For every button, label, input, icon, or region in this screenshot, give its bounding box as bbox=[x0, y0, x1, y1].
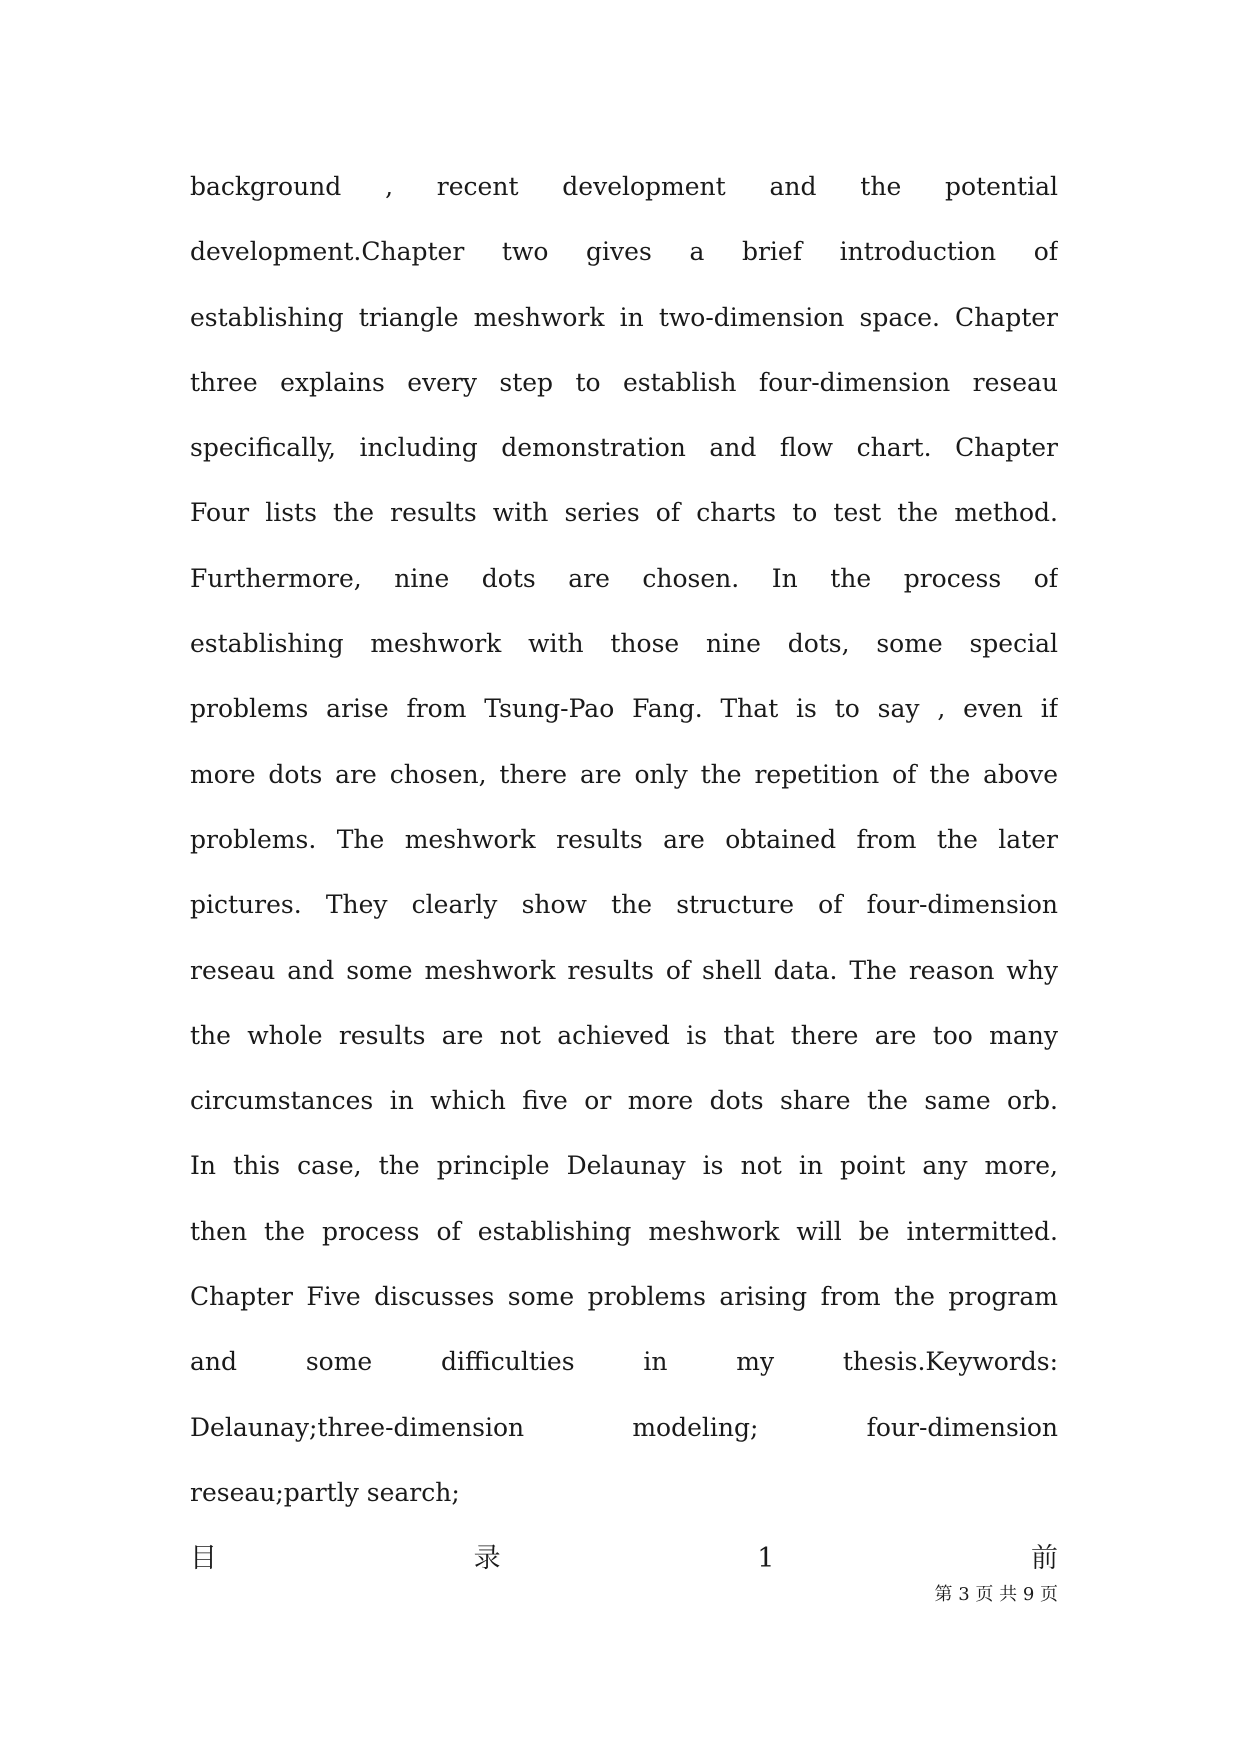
toc-char: 1 bbox=[757, 1543, 775, 1574]
text-line: then the process of establishing meshwork will be intermitted. bbox=[190, 1216, 1058, 1246]
text-line: Chapter Five discusses some problems arising from the program bbox=[190, 1282, 1058, 1312]
text-line: pictures. They clearly show the structure of four-dimension bbox=[190, 890, 1058, 920]
toc-char: 目 bbox=[190, 1543, 217, 1574]
toc-char: 前 bbox=[1030, 1543, 1058, 1574]
text-line: problems arise from Tsung-Pao Fang. That is to say , even if bbox=[190, 694, 1058, 724]
toc-char: 录 bbox=[473, 1543, 501, 1574]
text-line: problems. The meshwork results are obtained from the later bbox=[190, 824, 1058, 854]
text-line: development.Chapter two gives a brief introduction of bbox=[190, 237, 1058, 267]
text-line: Furthermore, nine dots are chosen. In the process of bbox=[190, 563, 1058, 593]
text-line: reseau and some meshwork results of shell data. The reason why bbox=[190, 955, 1058, 985]
text-line: three explains every step to establish four-dimension reseau bbox=[190, 367, 1058, 397]
text-line: Delaunay;three-dimension modeling; four-dimension bbox=[190, 1412, 1058, 1442]
text-line: background , recent development and the potential bbox=[190, 172, 1058, 201]
text-line: more dots are chosen, there are only the repetition of the above bbox=[190, 759, 1058, 789]
table-of-contents-heading bbox=[190, 1529, 1058, 1589]
page-number-footer: 第 3 页 共 9 页 bbox=[934, 1584, 1058, 1605]
abstract-body bbox=[190, 154, 1058, 1525]
text-line: Four lists the results with series of charts to test the method. bbox=[190, 498, 1058, 528]
text-line: In this case, the principle Delaunay is not in point any more, bbox=[190, 1151, 1058, 1181]
text-line: and some difficulties in my thesis.Keywords: bbox=[190, 1347, 1058, 1377]
text-line: establishing meshwork with those nine dots, some special bbox=[190, 629, 1058, 659]
text-line: establishing triangle meshwork in two-dimension space. Chapter bbox=[190, 302, 1058, 332]
text-line: circumstances in which five or more dots share the same orb. bbox=[190, 1086, 1058, 1116]
text-line: the whole results are not achieved is that there are too many bbox=[190, 1020, 1058, 1050]
text-line: reseau;partly search; bbox=[190, 1477, 460, 1507]
text-line: specifically, including demonstration and flow chart. Chapter bbox=[190, 433, 1058, 463]
